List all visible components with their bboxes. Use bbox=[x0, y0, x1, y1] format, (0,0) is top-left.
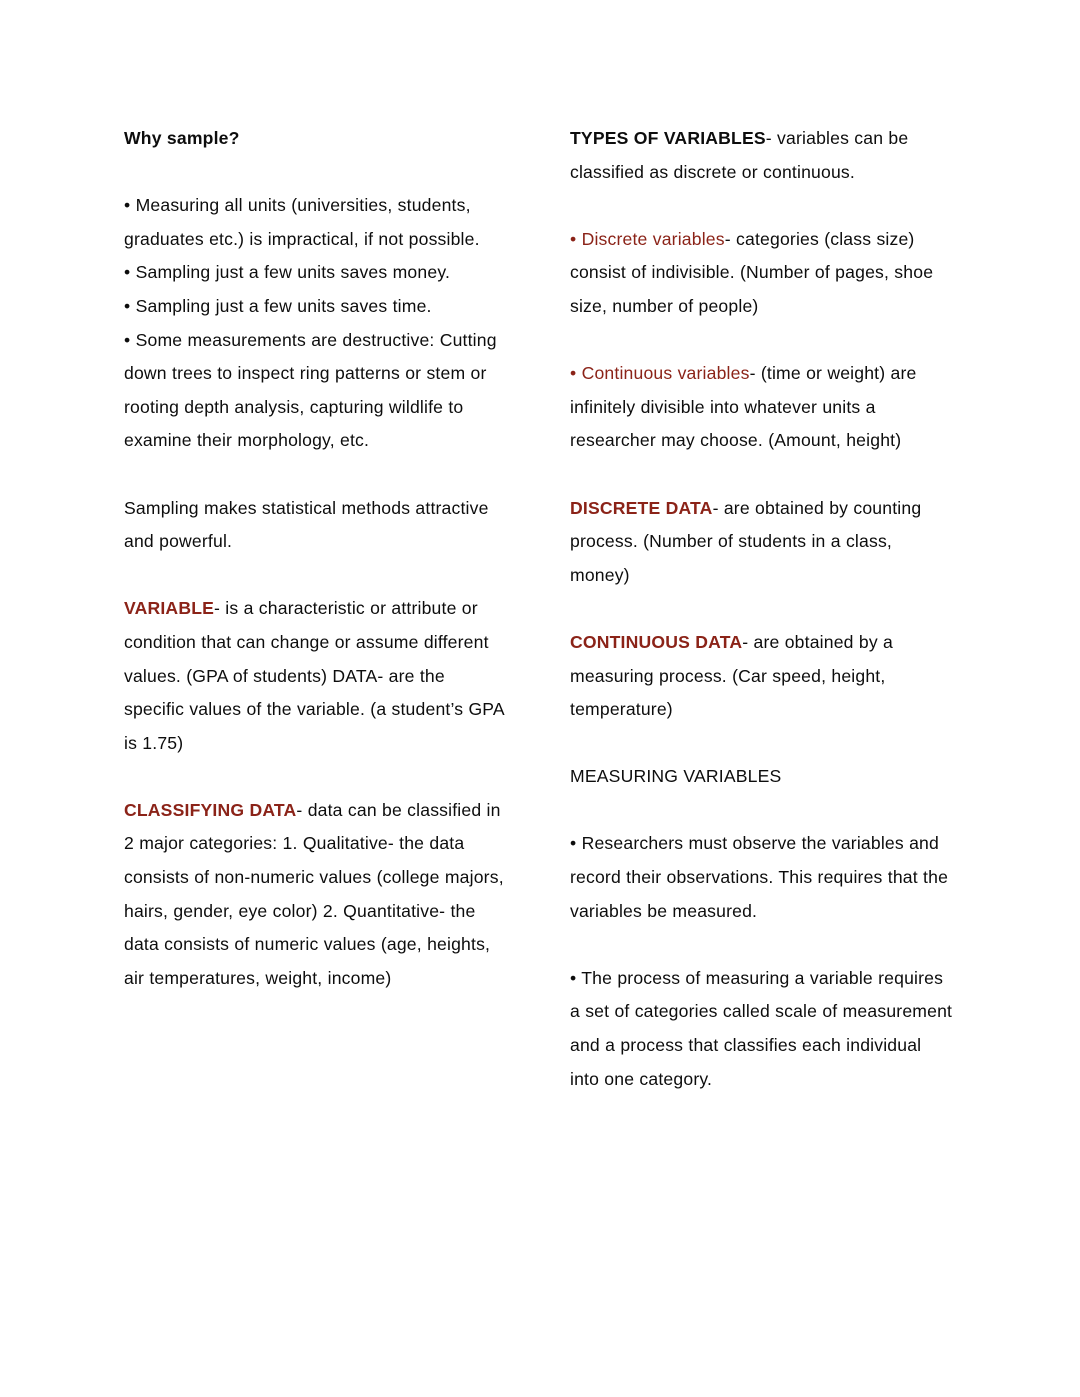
list-item: • Some measurements are destructive: Cutting down trees to inspect ring patterns or stem or rooting depth analysis, capturing wildlife to examine their morphology, etc. bbox=[124, 329, 497, 451]
variable-term: VARIABLE bbox=[124, 598, 215, 619]
types-of-variables-paragraph bbox=[570, 122, 955, 189]
classifying-data-term: CLASSIFYING DATA bbox=[124, 799, 297, 820]
why-sample-heading bbox=[124, 122, 509, 156]
discrete-variables-term: Discrete variables bbox=[581, 228, 725, 249]
sampling-statement-paragraph: Sampling makes statistical methods attractive and powerful. bbox=[124, 497, 489, 552]
continuous-variables-definition-text: - (time or weight) are infinitely divisible into whatever units a researcher may choose. (Amount, height) bbox=[570, 363, 917, 451]
bullet-marker: • bbox=[570, 363, 582, 384]
measuring-variables-heading: MEASURING VARIABLES bbox=[570, 766, 782, 787]
left-column bbox=[124, 122, 509, 995]
list-item: • Sampling just a few units saves money. bbox=[124, 262, 451, 283]
continuous-variables-paragraph bbox=[570, 357, 955, 458]
continuous-data-term: CONTINUOUS DATA bbox=[570, 631, 743, 652]
discrete-variables-definition-text: - categories (class size) consist of indivisible. (Number of pages, shoe size, number of people) bbox=[570, 228, 934, 316]
right-column bbox=[570, 122, 955, 1096]
continuous-data-definition-text: - are obtained by a measuring process. (Car speed, height, temperature) bbox=[570, 631, 893, 720]
list-item: • The process of measuring a variable requires a set of categories called scale of measurement and a process that classifies each individual into one category. bbox=[570, 967, 953, 1089]
list-item: • Sampling just a few units saves time. bbox=[124, 295, 432, 316]
bullet-marker: • bbox=[570, 228, 582, 249]
types-of-variables-definition-text: - variables can be classified as discrete or continuous. bbox=[570, 128, 909, 182]
discrete-variables-paragraph bbox=[570, 223, 955, 324]
continuous-variables-term: Continuous variables bbox=[581, 363, 750, 384]
variable-definition-paragraph bbox=[124, 592, 509, 760]
classifying-data-definition-text: - data can be classified in 2 major categories: 1. Qualitative- the data consists of non-numeric values (college majors, hairs, gender, eye color) 2. Quantitative- the data consists of numeric values (age, heights, air temperatures, weight, income) bbox=[124, 799, 504, 988]
discrete-data-paragraph bbox=[570, 492, 955, 593]
discrete-data-definition-text: - are obtained by counting process. (Number of students in a class, money) bbox=[570, 497, 922, 585]
two-column-body bbox=[124, 122, 956, 1096]
discrete-data-term: DISCRETE DATA bbox=[570, 497, 713, 518]
why-sample-heading-text: Why sample? bbox=[124, 128, 240, 148]
classifying-data-paragraph bbox=[124, 794, 509, 996]
why-sample-bullet-list bbox=[124, 189, 509, 458]
list-item: • Researchers must observe the variables and record their observations. This requires that the variables be measured. bbox=[570, 833, 949, 921]
list-item: • Measuring all units (universities, students, graduates etc.) is impractical, if not possible. bbox=[124, 195, 480, 249]
variable-definition-text: - is a characteristic or attribute or condition that can change or assume different values. (GPA of students) DATA- are the specific values of the variable. (a student’s GPA is 1.75) bbox=[124, 598, 504, 753]
continuous-data-paragraph bbox=[570, 626, 955, 727]
types-of-variables-term: TYPES OF VARIABLES bbox=[570, 128, 766, 148]
